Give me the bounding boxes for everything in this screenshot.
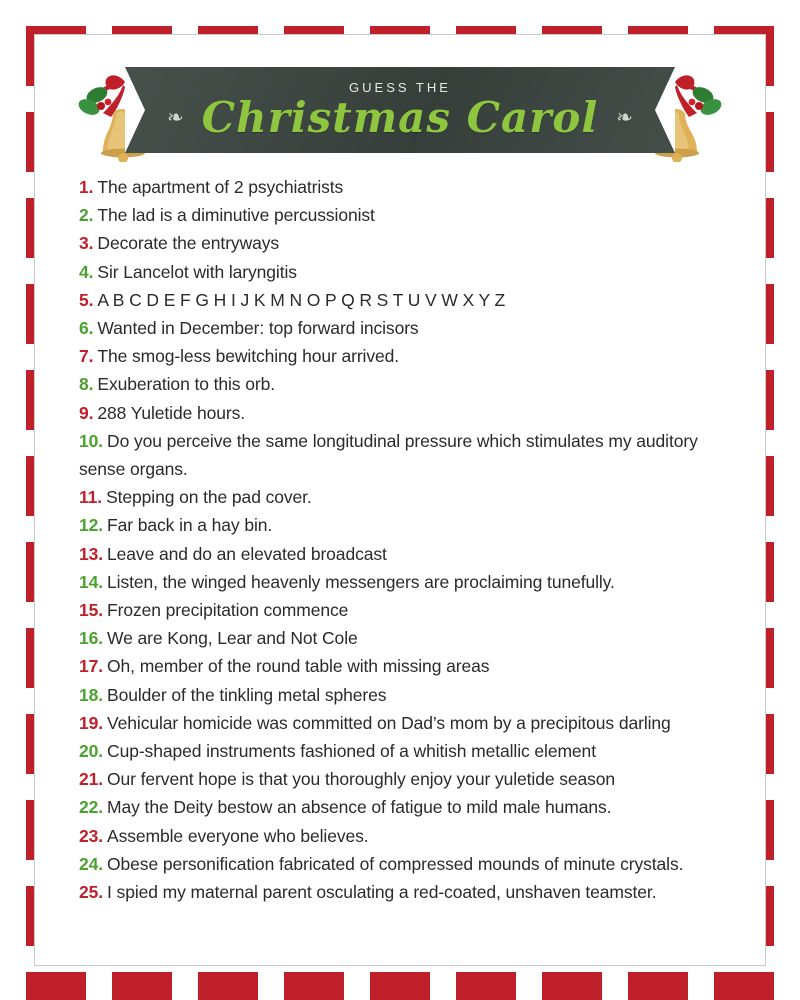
swirl-ornament-left: ❧ (167, 105, 184, 129)
list-item-number: 6. (79, 318, 94, 339)
list-item (79, 624, 721, 652)
list-item-number: 22. (79, 797, 104, 818)
list-item (79, 201, 721, 229)
list-item-number: 20. (79, 741, 104, 762)
list-item (79, 229, 721, 257)
list-item-number: 19. (79, 712, 104, 733)
list-item-number: 14. (79, 571, 104, 592)
list-item (79, 793, 721, 821)
banner-title: Christmas Carol (201, 93, 599, 142)
list-item-number: 16. (79, 628, 104, 649)
list-item-number: 5. (79, 289, 94, 310)
list-item-number: 7. (79, 346, 94, 367)
list-item (79, 737, 721, 765)
list-item (79, 652, 721, 680)
list-item-number: 24. (79, 853, 104, 874)
list-item (79, 258, 721, 286)
list-item-text: Boulder of the tinkling metal spheres (107, 684, 387, 705)
list-item-text: Do you perceive the same longitudinal pressure which stimulates my auditory sense organs. (79, 430, 698, 480)
list-item (79, 173, 721, 201)
list-item-text: I spied my maternal parent osculating a red-coated, unshaven teamster. (107, 882, 657, 903)
list-item (79, 370, 721, 398)
clue-list (35, 165, 765, 906)
list-item (79, 483, 721, 511)
list-item-number: 18. (79, 684, 104, 705)
list-item-text: We are Kong, Lear and Not Cole (107, 628, 358, 649)
list-item-text: Cup-shaped instruments fashioned of a whitish metallic element (107, 741, 596, 762)
list-item (79, 427, 721, 483)
list-item (79, 596, 721, 624)
list-item-text: Our fervent hope is that you thoroughly enjoy your yuletide season (107, 769, 616, 790)
list-item (79, 342, 721, 370)
list-item-number: 13. (79, 543, 104, 564)
list-item-text: A B C D E F G H I J K M N O P Q R S T U V W X Y Z (97, 289, 506, 310)
list-item (79, 314, 721, 342)
list-item (79, 878, 721, 906)
list-item-text: Vehicular homicide was committed on Dad’s mom by a precipitous darling (107, 712, 671, 733)
list-item-number: 2. (79, 205, 94, 226)
list-item-number: 17. (79, 656, 104, 677)
list-item (79, 568, 721, 596)
list-item-text: May the Deity bestow an absence of fatigue to mild male humans. (107, 797, 612, 818)
list-item-number: 15. (79, 600, 104, 621)
banner-subtitle: GUESS THE (349, 80, 451, 95)
list-item (79, 850, 721, 878)
swirl-ornament-right: ❧ (616, 105, 633, 129)
list-item-number: 23. (79, 825, 104, 846)
list-item-text: Oh, member of the round table with missing areas (107, 656, 490, 677)
list-item-text: Leave and do an elevated broadcast (107, 543, 387, 564)
border-stripe (0, 0, 800, 26)
list-item-text: Exuberation to this orb. (97, 374, 275, 395)
list-item-text: The apartment of 2 psychiatrists (97, 177, 344, 197)
list-item-text: Obese personification fabricated of compressed mounds of minute crystals. (107, 853, 684, 874)
list-item-text: Far back in a hay bin. (107, 515, 273, 536)
page-content-area (34, 34, 766, 966)
list-item (79, 822, 721, 850)
list-item (79, 511, 721, 539)
list-item-number: 11. (79, 487, 103, 508)
list-item-number: 9. (79, 402, 94, 423)
list-item-text: Frozen precipitation commence (107, 600, 349, 621)
list-item-text: Sir Lancelot with laryngitis (97, 261, 297, 282)
list-item-text: Listen, the winged heavenly messengers are proclaiming tunefully. (107, 571, 615, 592)
list-item (79, 681, 721, 709)
list-item-text: The lad is a diminutive percussionist (97, 205, 375, 226)
list-item-number: 10. (79, 430, 104, 451)
list-item-text: Stepping on the pad cover. (106, 487, 312, 508)
banner-ribbon (125, 67, 675, 153)
list-item-text: The smog-less bewitching hour arrived. (97, 346, 400, 367)
list-item-number: 4. (79, 261, 94, 282)
border-stripe (774, 0, 800, 1000)
list-item-text: 288 Yuletide hours. (97, 402, 246, 423)
list-item-number: 25. (79, 882, 104, 903)
list-item-number: 3. (79, 233, 94, 254)
list-item (79, 540, 721, 568)
list-item (79, 765, 721, 793)
list-item (79, 286, 721, 314)
list-item-text: Decorate the entryways (97, 233, 280, 254)
list-item-number: 1. (79, 177, 94, 197)
list-item (79, 709, 721, 737)
list-item-text: Assemble everyone who believes. (107, 825, 369, 846)
list-item-number: 12. (79, 515, 104, 536)
list-item-text: Wanted in December: top forward incisors (97, 318, 419, 339)
banner-header (35, 47, 765, 165)
border-stripe (0, 0, 26, 1000)
list-item (79, 399, 721, 427)
list-item-number: 8. (79, 374, 94, 395)
list-item-number: 21. (79, 769, 104, 790)
